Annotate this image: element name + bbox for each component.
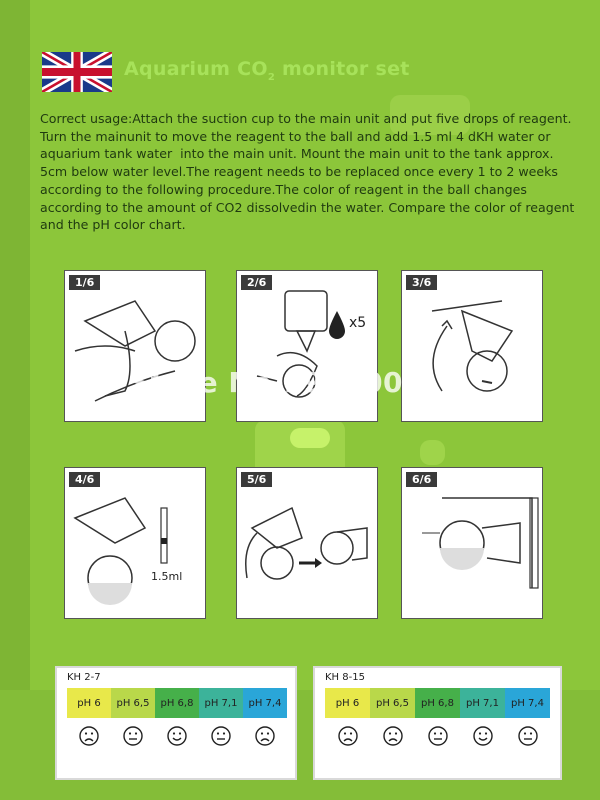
ph-swatch: pH 6 xyxy=(325,688,370,718)
step-panel-6 xyxy=(401,467,543,619)
step-label: 5/6 xyxy=(241,472,272,487)
ph-color-chart-kh-2-7 xyxy=(55,666,297,780)
happy-face-icon xyxy=(460,726,505,746)
kh-range-label: KH 8-15 xyxy=(325,672,365,683)
step-label: 4/6 xyxy=(69,472,100,487)
ph-swatch-row xyxy=(67,688,287,718)
neutral-face-icon xyxy=(111,726,155,746)
step-panel-5 xyxy=(236,467,378,619)
neutral-face-icon xyxy=(505,726,550,746)
ph-swatch: pH 6,5 xyxy=(370,688,415,718)
face-row xyxy=(67,726,287,746)
usage-instructions: Correct usage:Attach the suction cup to the main unit and put five drops of reagent. Turn the mainunit to move the reagent to the ball and add 1.5 ml 4 dKH water or aquarium tank water into the main unit. Mount the main unit to the tank approx. 5cm below water level.The reagent needs to be replaced once every 1 to 2 weeks according to the following procedure.The color of reagent in the ball changes according to the amount of CO2 dissolvedin the water. Compare the color of reagent and the pH color chart. xyxy=(40,111,575,233)
decorative-square xyxy=(290,428,330,448)
sad-face-icon xyxy=(370,726,415,746)
store-watermark: Store No.1945005 xyxy=(130,366,424,399)
neutral-face-icon xyxy=(199,726,243,746)
ph-swatch: pH 7,1 xyxy=(199,688,243,718)
box-side-flap xyxy=(0,0,30,800)
happy-face-icon xyxy=(155,726,199,746)
ph-swatch: pH 7,4 xyxy=(505,688,550,718)
ph-swatch: pH 6,5 xyxy=(111,688,155,718)
drop-count: x5 xyxy=(349,315,367,331)
ph-swatch: pH 7,1 xyxy=(460,688,505,718)
step-label: 2/6 xyxy=(241,275,272,290)
uk-flag-icon xyxy=(42,52,112,92)
sad-face-icon xyxy=(243,726,287,746)
ph-swatch: pH 7,4 xyxy=(243,688,287,718)
step-panel-2 xyxy=(236,270,378,422)
ph-swatch: pH 6,8 xyxy=(155,688,199,718)
ph-swatch: pH 6,8 xyxy=(415,688,460,718)
face-row xyxy=(325,726,550,746)
sad-face-icon xyxy=(67,726,111,746)
ph-swatch: pH 6 xyxy=(67,688,111,718)
step-panel-4 xyxy=(64,467,206,619)
ph-swatch-row xyxy=(325,688,550,718)
decorative-square xyxy=(420,440,445,465)
product-title: Aquarium $CO_2$ monitor set xyxy=(124,58,410,83)
neutral-face-icon xyxy=(415,726,460,746)
step-4-illustration xyxy=(65,468,205,618)
volume-label: 1.5ml xyxy=(151,570,183,583)
sad-face-icon xyxy=(325,726,370,746)
step-6-illustration xyxy=(402,468,542,618)
step-label: 1/6 xyxy=(69,275,100,290)
step-5-illustration xyxy=(237,468,377,618)
step-panel-1 xyxy=(64,270,206,422)
kh-range-label: KH 2-7 xyxy=(67,672,101,683)
step-label: 3/6 xyxy=(406,275,437,290)
step-label: 6/6 xyxy=(406,472,437,487)
ph-color-chart-kh-8-15 xyxy=(313,666,562,780)
step-panel-3 xyxy=(401,270,543,422)
